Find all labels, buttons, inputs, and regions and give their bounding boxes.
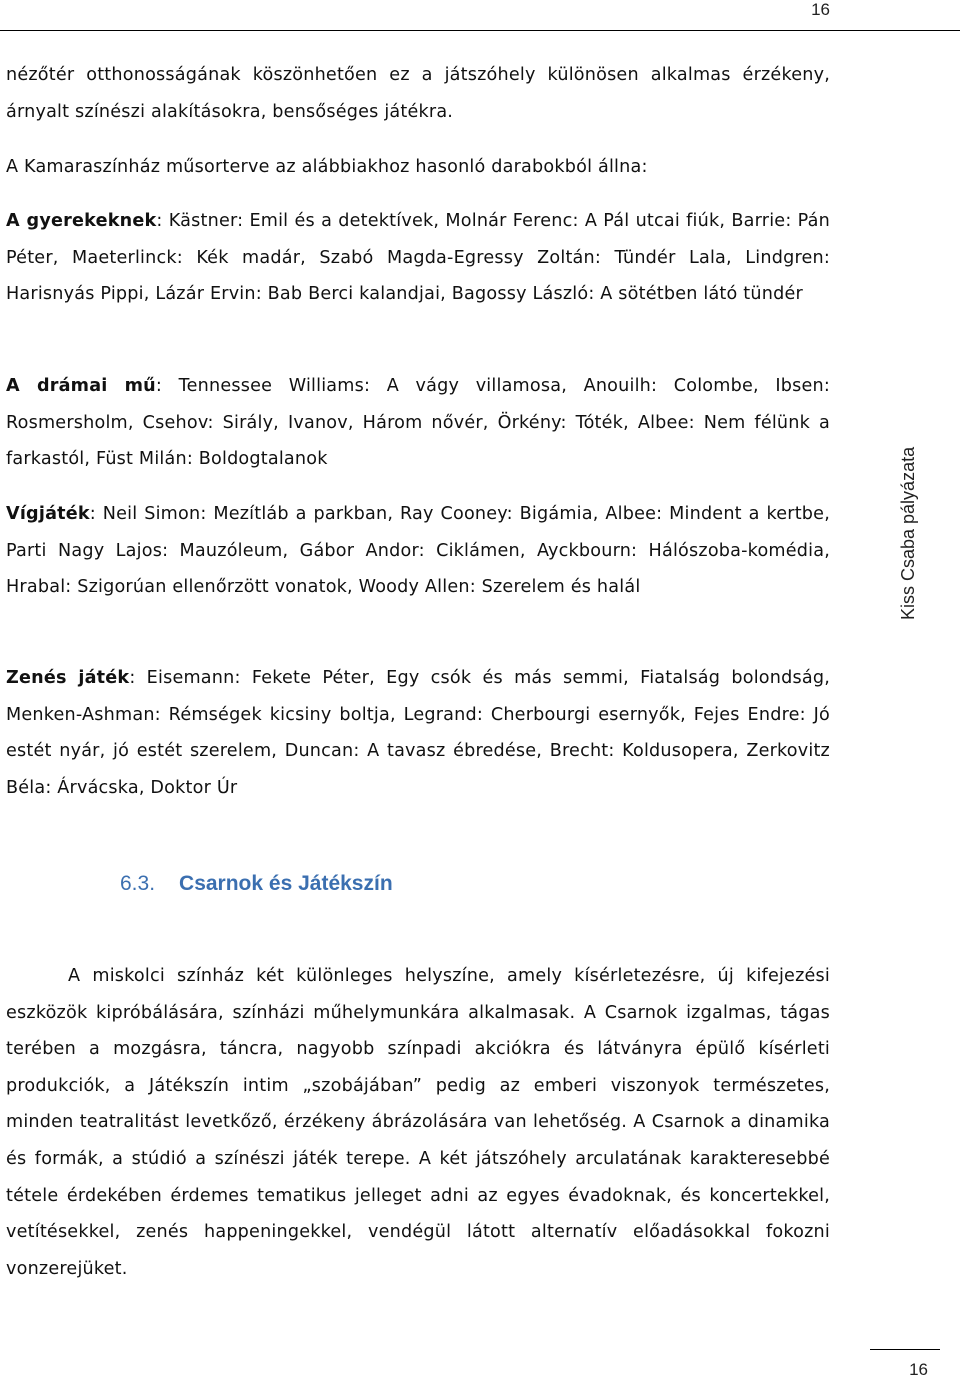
program-intro: A Kamaraszínház műsorterve az alábbiakhoz hasonló darabokból állna: bbox=[6, 157, 648, 177]
section-title: Csarnok és Játékszín bbox=[179, 872, 393, 895]
category-text: : Neil Simon: Mezítláb a parkban, Ray Cooney: Bigámia, Albee: Mindent a kertbe, Parti Nagy Lajos: Mauzóleum, Gábor Andor: Ciklámen, Ayckbourn: Hálószoba-komédia, Hrabal: Szigorúan ellenőrzött vonatok, Woody Allen: Szerelem és halál bbox=[6, 504, 830, 598]
section-number: 6.3. bbox=[120, 872, 156, 895]
category-text: : Eisemann: Fekete Péter, Egy csók és más semmi, Fiatalság bolondság, Menken-Ashman: Rémségek kicsiny boltja, Legrand: Cherbourgi esernyők, Fejes Endre: Jó estét nyár, jó estét szerelem, Duncan: A tavasz ébredése, Brecht: Koldusopera, Zerkovitz Béla: Árvácska, Doktor Úr bbox=[6, 668, 830, 798]
page-number-top: 16 bbox=[811, 0, 830, 19]
category-text: : Tennessee Williams: A vágy villamosa, Anouilh: Colombe, Ibsen: Rosmersholm, Csehov: Sirály, Ivanov, Három nővér, Örkény: Tóték, Albee: Nem félünk a farkastól, Füst Milán: Boldogtalanok bbox=[6, 376, 830, 470]
category-label: A gyerekeknek bbox=[6, 211, 157, 231]
category-text: : Kästner: Emil és a detektívek, Molnár Ferenc: A Pál utcai fiúk, Barrie: Pán Péter, Maeterlinck: Kék madár, Szabó Magda-Egressy Zoltán: Tündér Lala, Lindgren: Harisnyás Pippi, Lázár Ervin: Bab Berci kalandjai, Bagossy László: A sötétben látó tündér bbox=[6, 211, 831, 305]
header-rule bbox=[0, 30, 960, 31]
category-label: A drámai mű bbox=[6, 376, 156, 396]
category-label: Zenés játék bbox=[6, 668, 130, 688]
category-comedy bbox=[6, 496, 830, 606]
category-drama bbox=[6, 368, 830, 478]
category-label: Vígjáték bbox=[6, 504, 90, 524]
intro-paragraph: nézőtér otthonosságának köszönhetően ez a játszóhely különösen alkalmas érzékeny, árnyalt színészi alakításokra, bensőséges játékra. bbox=[6, 65, 830, 122]
footer-rule bbox=[870, 1349, 940, 1350]
section-body-paragraph: A miskolci színház két különleges helyszíne, amely kísérletezésre, új kifejezési eszközök kipróbálására, színházi műhelymunkára alkalmasak. A Csarnok izgalmas, tágas terében a mozgásra, táncra, nagyobb színpadi akciókra és látványra épülő kísérleti produkciók, a Játékszín intim „szobájában” pedig az emberi viszonyok természetes, minden teatralitást levetkőző, érzékeny ábrázolására van lehetőség. A Csarnok a dinamika és formák, a stúdió a színészi játék terepe. A két játszóhely arculatának karakteresebbé tétele érdekében érdemes tematikus jelleget adni az egyes évadoknak, és koncertekkel, vetítésekkel, zenés happeningekkel, vendégül látott alternatív előadásokkal fokozni vonzerejüket. bbox=[6, 966, 830, 1279]
category-musical bbox=[6, 660, 830, 806]
section-heading bbox=[120, 872, 393, 896]
page-number-bottom: 16 bbox=[909, 1360, 928, 1379]
category-children bbox=[6, 203, 830, 313]
side-author-label: Kiss Csaba pályázata bbox=[898, 446, 918, 620]
